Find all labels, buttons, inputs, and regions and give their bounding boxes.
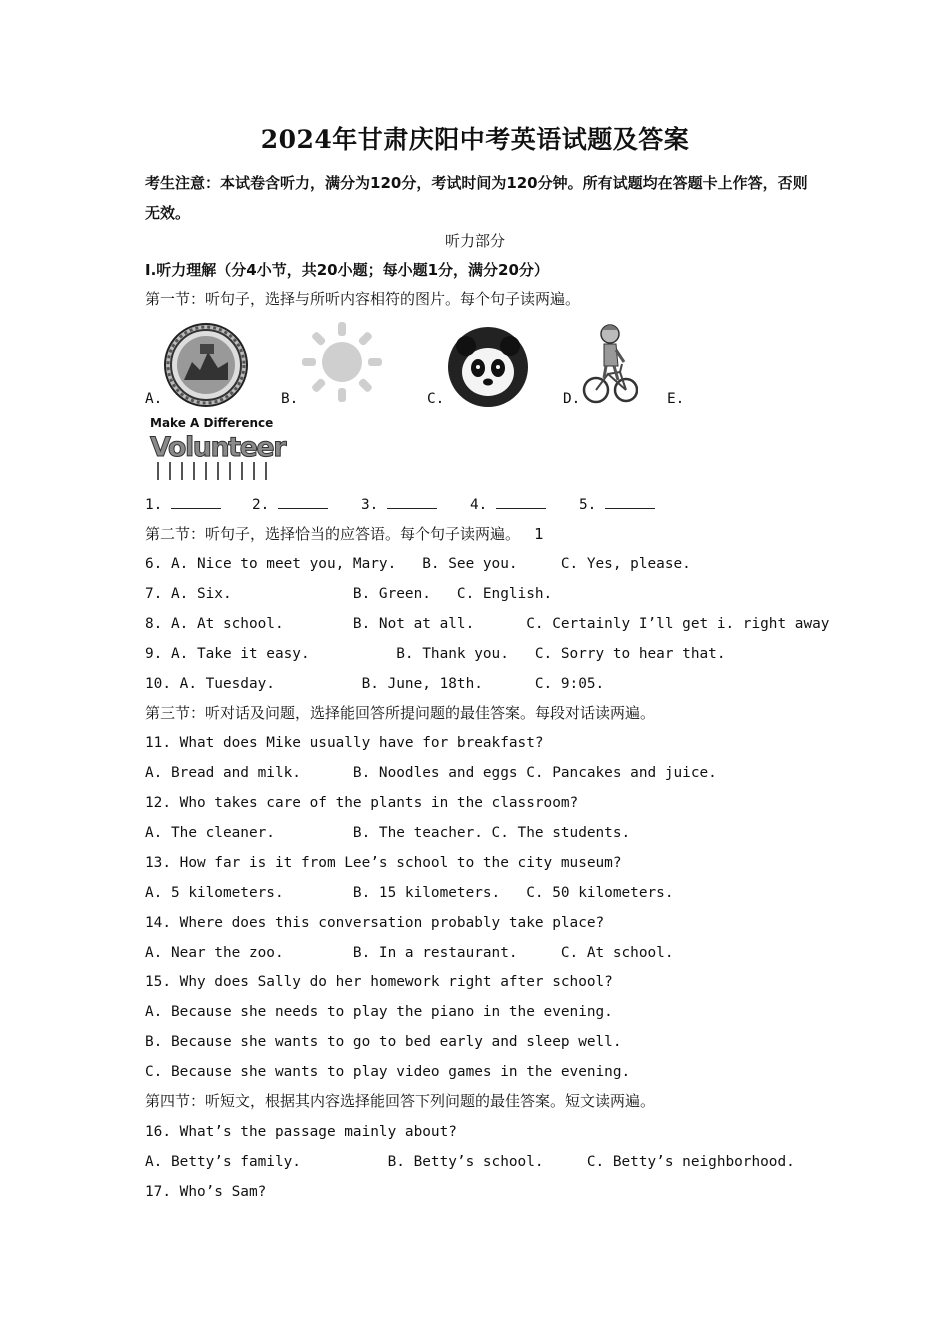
volunteer-picture xyxy=(150,416,286,482)
volunteer-sign-top: Make A Difference xyxy=(150,416,274,430)
question-14: 14. Where does this conversation probably take place? xyxy=(145,915,605,931)
answer-blank-4[interactable]: 4. xyxy=(470,494,546,513)
section4-intro: 第四节：听短文，根据其内容选择能回答下列问题的最佳答案。短文读两遍。 xyxy=(145,1092,656,1110)
picture-letter-a: A. xyxy=(145,391,163,407)
section3-intro: 第三节：听对话及问题，选择能回答所提问题的最佳答案。每段对话读两遍。 xyxy=(145,704,656,722)
question-9: 9. A. Take it easy. B. Thank you. C. Sorry to hear that. xyxy=(145,646,726,662)
question-16-options: A. Betty’s family. B. Betty’s school. C. Betty’s neighborhood. xyxy=(145,1154,795,1170)
picture-letter-b: B. xyxy=(281,391,299,407)
picture-letter-c: C. xyxy=(427,391,445,407)
section1-intro: 第一节：听句子，选择与所听内容相符的图片。每个句子读两遍。 xyxy=(145,290,581,308)
answer-blank-1[interactable]: 1. xyxy=(145,494,221,513)
question-13: 13. How far is it from Lee’s school to the city museum? xyxy=(145,855,622,871)
question-7: 7. A. Six. B. Green. C. English. xyxy=(145,586,553,602)
answer-blank-3[interactable]: 3. xyxy=(361,494,437,513)
picture-letter-d: D. xyxy=(563,391,581,407)
question-15: 15. Why does Sally do her homework right after school? xyxy=(145,974,613,990)
question-14-options: A. Near the zoo. B. In a restaurant. C. At school. xyxy=(145,945,674,961)
question-10: 10. A. Tuesday. B. June, 18th. C. 9:05. xyxy=(145,676,605,692)
section2-intro: 第二节：听句子，选择恰当的应答语。每个句子读两遍。 1 xyxy=(145,525,544,543)
part-title: 听力部分 xyxy=(444,232,505,250)
question-11: 11. What does Mike usually have for breakfast? xyxy=(145,735,544,751)
sun-picture xyxy=(300,320,384,404)
section1-heading: Ⅰ.听力理解（分4小节，共20小题；每小题1分，满分20分） xyxy=(145,261,549,279)
cyclist-picture xyxy=(582,320,638,406)
question-11-options: A. Bread and milk. B. Noodles and eggs C. Pancakes and juice. xyxy=(145,765,717,781)
question-16: 16. What’s the passage mainly about? xyxy=(145,1124,457,1140)
answer-blank-5[interactable]: 5. xyxy=(579,494,655,513)
question-13-options: A. 5 kilometers. B. 15 kilometers. C. 50 kilometers. xyxy=(145,885,674,901)
question-12-options: A. The cleaner. B. The teacher. C. The students. xyxy=(145,825,631,841)
question-15-option-c: C. Because she wants to play video games in the evening. xyxy=(145,1064,631,1080)
panda-picture xyxy=(446,326,530,408)
picture-letter-e: E. xyxy=(667,391,685,407)
question-8: 8. A. At school. B. Not at all. C. Certainly I’ll get i. right away xyxy=(145,616,830,632)
question-12: 12. Who takes care of the plants in the classroom? xyxy=(145,795,579,811)
question-15-option-b: B. Because she wants to go to bed early and sleep well. xyxy=(145,1034,622,1050)
volunteer-hands-icon xyxy=(150,462,280,482)
volunteer-sign-word: Volunteer xyxy=(150,432,286,463)
question-6: 6. A. Nice to meet you, Mary. B. See you. C. Yes, please. xyxy=(145,556,691,572)
answer-blank-2[interactable]: 2. xyxy=(252,494,328,513)
exam-notice: 考生注意：本试卷含听力，满分为120分，考试时间为120分钟。所有试题均在答题卡上作答，否则无效。 xyxy=(145,174,808,222)
plate-picture xyxy=(162,322,250,408)
question-17: 17. Who’s Sam? xyxy=(145,1184,267,1200)
page-title: 2024年甘肃庆阳中考英语试题及答案 xyxy=(260,125,690,154)
question-15-option-a: A. Because she needs to play the piano in the evening. xyxy=(145,1004,613,1020)
